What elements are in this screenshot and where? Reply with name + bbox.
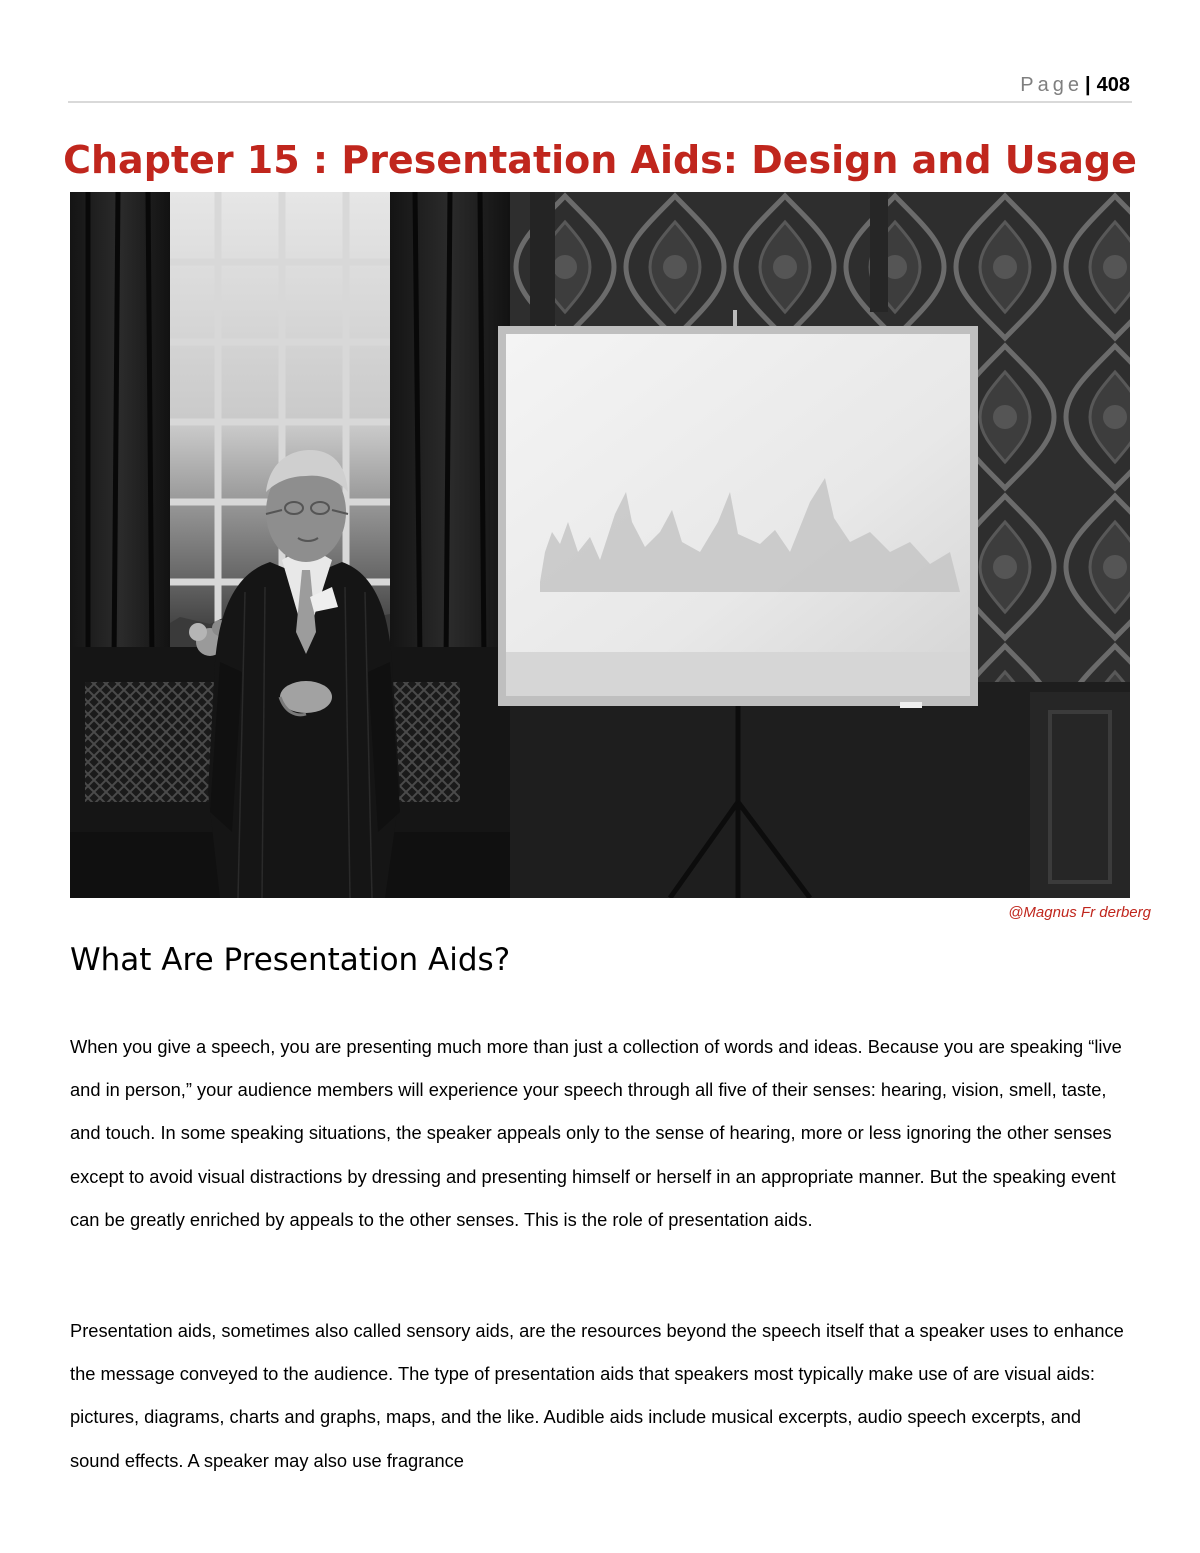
photo-credit: @Magnus Fr derberg xyxy=(1008,904,1151,921)
page-number: 408 xyxy=(1096,74,1130,96)
chapter-photo xyxy=(70,192,1130,898)
page-word: Page xyxy=(1020,74,1084,96)
chapter-title: Chapter 15 : Presentation Aids: Design and Usage xyxy=(63,138,1137,182)
body-paragraph-1: When you give a speech, you are presenting much more than just a collection of words and ideas. Because you are speaking “live and in person,” your audience members will experience your speech through all five of their senses: hearing, vision, smell, taste, and touch. In some speaking situations, the speaker appeals only to the sense of hearing, more or less ignoring the other senses except to avoid visual distractions by dressing and presenting himself or herself in an appropriate manner. But the speaking event can be greatly enriched by appeals to the other senses. This is the role of presentation aids. xyxy=(70,1036,1122,1230)
page-number-label xyxy=(1020,74,1130,97)
section-heading: What Are Presentation Aids? xyxy=(70,942,511,978)
page-header xyxy=(68,70,1132,103)
page-separator: | xyxy=(1085,74,1091,96)
body-paragraph-2: Presentation aids, sometimes also called sensory aids, are the resources beyond the speech itself that a speaker uses to enhance the message conveyed to the audience. The type of presentation aids that speakers most typically make use of are visual aids: pictures, diagrams, charts and graphs, maps, and the like. Audible aids include musical excerpts, audio speech excerpts, and sound effects. A speaker may also use fragrance xyxy=(70,1320,1124,1471)
